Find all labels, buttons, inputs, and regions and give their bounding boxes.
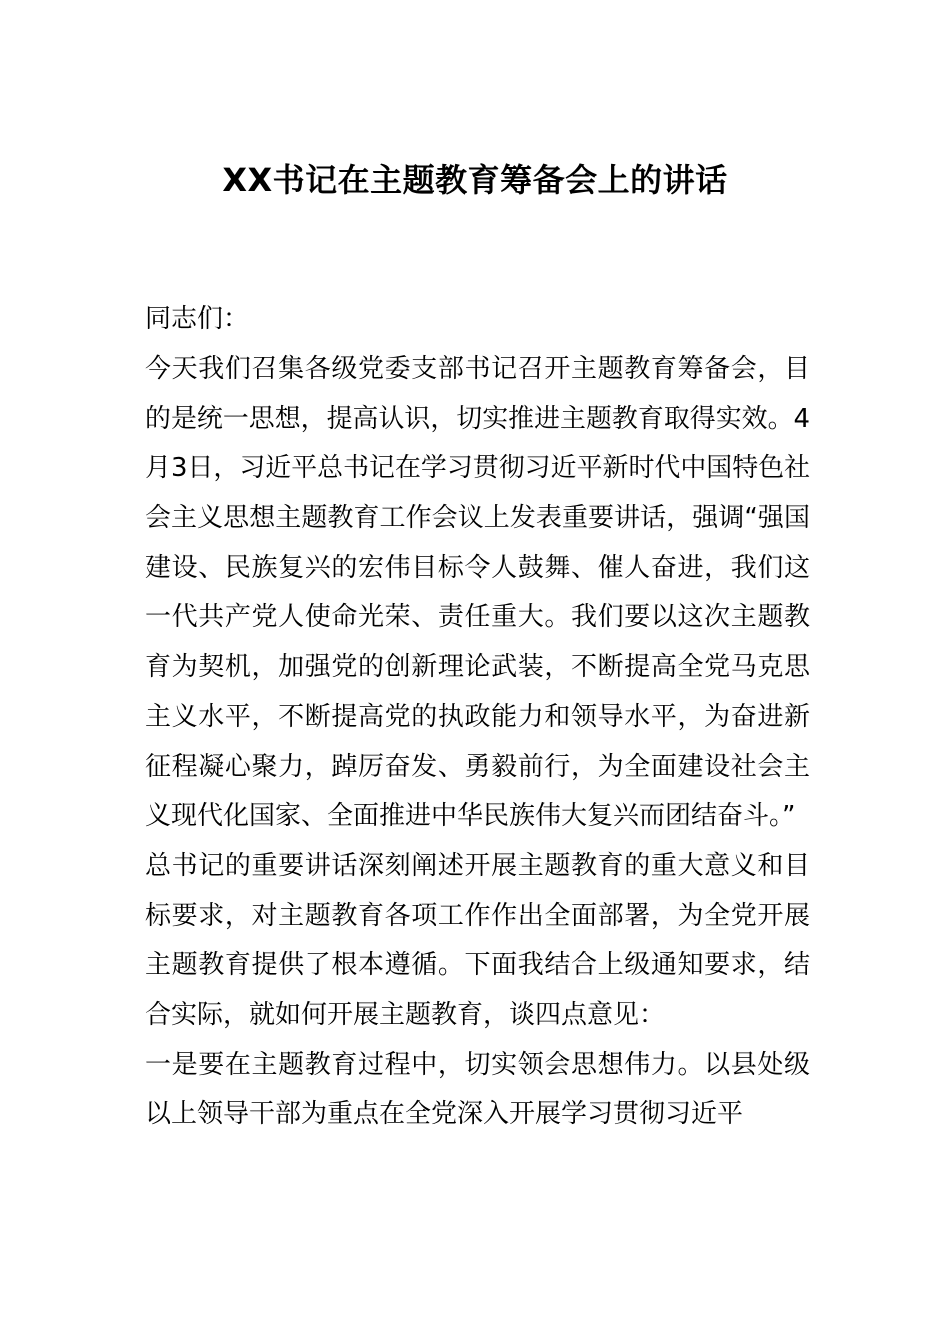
body-line: 标要求，对主题教育各项工作作出全面部署，为全党开展 (145, 900, 810, 931)
body-line: 的是统一思想，提高认识，切实推进主题教育取得实效。4 (145, 403, 810, 434)
body-line: 月3日，习近平总书记在学习贯彻习近平新时代中国特色社 (145, 453, 810, 484)
body-line: 今天我们召集各级党委支部书记召开主题教育筹备会，目 (145, 354, 810, 384)
body-line: 育为契机，加强党的创新理论武装，不断提高全党马克思 (145, 652, 810, 683)
body-line: 义现代化国家、全面推进中华民族伟大复兴而团结奋斗。” (145, 801, 796, 832)
body-line: 会主义思想主题教育工作会议上发表重要讲话，强调“强国 (145, 503, 810, 534)
body-line: 以上领导干部为重点在全党深入开展学习贯彻习近平 (145, 1099, 744, 1130)
speech-body (145, 345, 810, 1140)
document-title: XX书记在主题教育筹备会上的讲话 (222, 161, 728, 199)
body-line: 总书记的重要讲话深刻阐述开展主题教育的重大意义和目 (145, 850, 810, 881)
body-line: 征程凝心聚力，踔厉奋发、勇毅前行，为全面建设社会主 (145, 751, 810, 782)
body-line: 建设、民族复兴的宏伟目标令人鼓舞、催人奋进，我们这 (145, 552, 810, 583)
body-line: 主题教育提供了根本遵循。下面我结合上级通知要求，结 (145, 950, 810, 981)
body-line: 一是要在主题教育过程中，切实领会思想伟力。以县处级 (145, 1049, 810, 1080)
body-line: 合实际，就如何开展主题教育，谈四点意见： (145, 999, 666, 1030)
body-line: 一代共产党人使命光荣、责任重大。我们要以这次主题教 (145, 602, 810, 633)
body-line: 主义水平，不断提高党的执政能力和领导水平，为奋进新 (145, 701, 810, 732)
greeting-line: 同志们： (145, 304, 250, 334)
